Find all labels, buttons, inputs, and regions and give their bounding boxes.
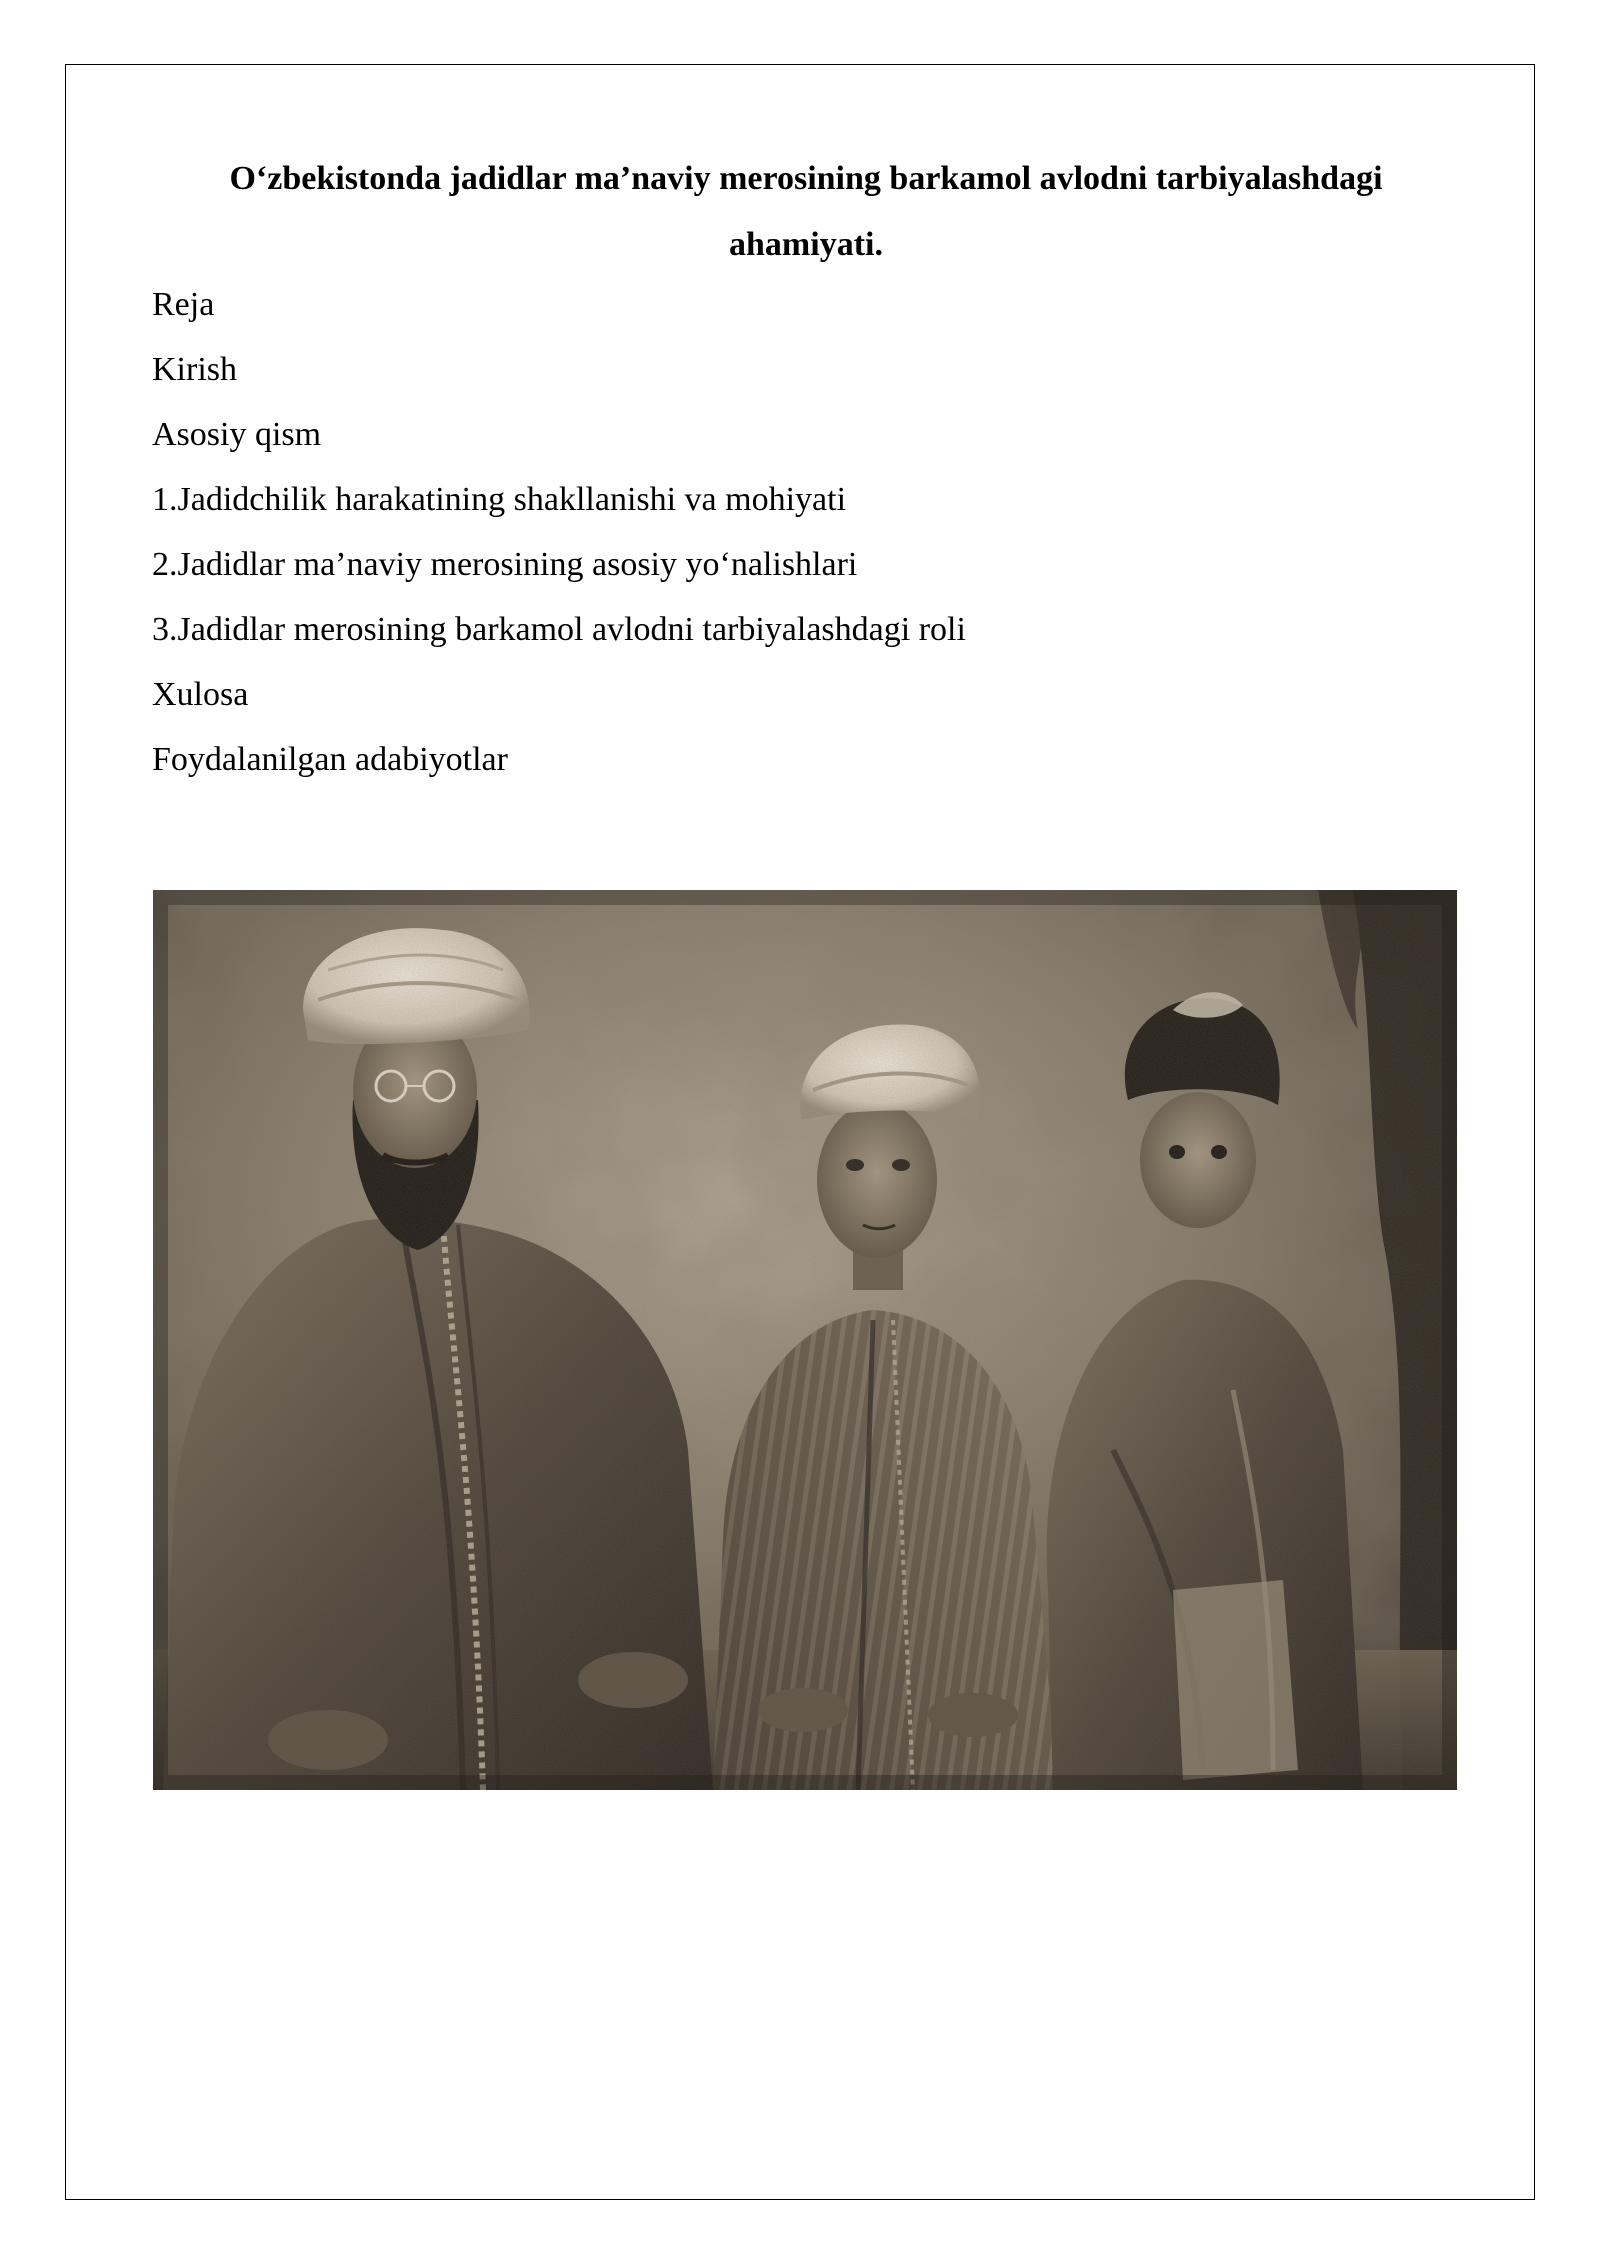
outline-item-1: 1.Jadidchilik harakatining shakllanishi va mohiyati bbox=[152, 481, 847, 518]
outline-item-3: 3.Jadidlar merosining barkamol avlodni tarbiyalashdagi roli bbox=[152, 611, 966, 648]
document-title: O‘zbekistonda jadidlar ma’naviy merosining barkamol avlodni tarbiyalashdagi ahamiyati. bbox=[229, 160, 1383, 263]
outline-item-xulosa: Xulosa bbox=[152, 676, 249, 713]
outline-item-reja: Reja bbox=[152, 286, 215, 323]
outline-item-asosiy-qism: Asosiy qism bbox=[152, 416, 322, 453]
outline-item-adabiyotlar: Foydalanilgan adabiyotlar bbox=[152, 741, 508, 778]
historical-photo bbox=[153, 890, 1457, 1790]
outline-item-2: 2.Jadidlar ma’naviy merosining asosiy yo‘nalishlari bbox=[152, 546, 858, 583]
outline-item-kirish: Kirish bbox=[152, 351, 237, 388]
outline-list bbox=[152, 272, 966, 792]
